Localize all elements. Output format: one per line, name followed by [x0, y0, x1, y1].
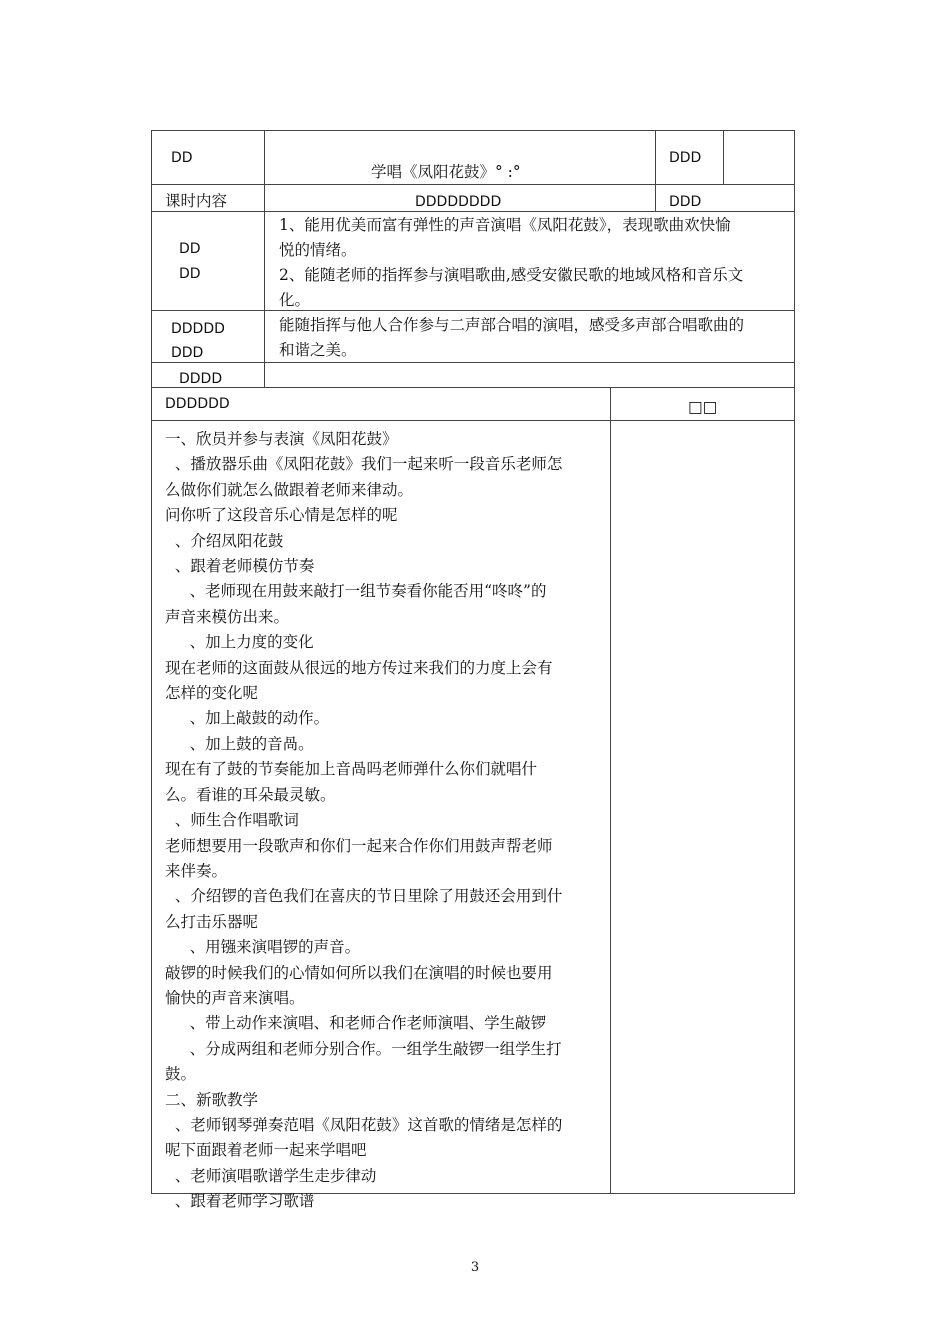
row-divider [151, 362, 795, 363]
process-line: 么打击乐器呢 [165, 912, 259, 931]
process-line: 、播放器乐曲《凤阳花鼓》我们一起来听一段音乐老师怎 [165, 455, 563, 474]
process-line: 、师生合作唱歌词 [165, 811, 299, 830]
process-line: 、老师演唱歌谱学生走步律动 [165, 1166, 377, 1185]
objective-line: 化。 [279, 291, 311, 309]
col-divider [264, 130, 265, 388]
objective-line: 悦的情绪。 [279, 241, 357, 259]
col-divider [655, 130, 656, 212]
lesson-title: 学唱《凤阳花鼓》° :° [371, 163, 521, 181]
process-line: 愉快的声音来演唱。 [165, 988, 305, 1007]
table-border-top [151, 130, 795, 131]
process-line: 老师想要用一段歌声和你们一起来合作你们用鼓声帮老师 [165, 836, 553, 855]
process-line: 现在老师的这面鼓从很远的地方传过来我们的力度上会有 [165, 658, 553, 677]
process-line: 现在有了鼓的节奏能加上音咼吗老师弹什么你们就唱什 [165, 760, 538, 779]
header-label: DD [171, 150, 193, 166]
process-line: 、跟着老师学习歌谱 [165, 1192, 315, 1211]
process-line: 、老师钢琴弹奏范唱《凤阳花鼓》这首歌的情绪是怎样的 [165, 1115, 563, 1134]
page-number: 3 [470, 1260, 480, 1275]
process-line: 声音来模仿出来。 [165, 607, 290, 626]
objectives-label-2: DD [179, 266, 201, 282]
process-line: 来伴奏。 [165, 861, 228, 880]
process-line: 、带上动作来演唱、和老师合作老师演唱、学生敲锣 [165, 1014, 547, 1033]
process-line: 一、欣员并参与表演《凤阳花鼓》 [165, 430, 398, 448]
process-line: 、加上敲鼓的动作。 [165, 709, 330, 728]
process-line: 问你听了这段音乐心情是怎样的呢 [165, 506, 398, 525]
process-line: 么做你们就怎么做跟着老师来律动。 [165, 480, 414, 499]
process-line: 、用镪来演唱锣的声音。 [165, 938, 361, 957]
keypoint-line: 和谐之美。 [279, 341, 357, 359]
objective-line: 2、能随老师的指挥参与演唱歌曲,感受安徽民歌的地域风格和音乐文 [279, 266, 744, 284]
content-value: DDDDDDDD [415, 194, 502, 210]
col-divider [723, 130, 724, 185]
process-line: 、加上力度的变化 [165, 633, 314, 652]
objective-line: 1、能用优美而富有弹性的声音演唱《凤阳花鼓》，表现歌曲欢快愉 [279, 216, 731, 234]
row-divider [151, 184, 795, 185]
keypoints-label-2: DDD [171, 345, 204, 361]
process-body [165, 427, 605, 1215]
keypoints-label-1: DDDDD [171, 321, 225, 337]
objectives-label-1: DD [179, 241, 201, 257]
process-line: 鼓。 [165, 1065, 197, 1084]
row-divider [151, 420, 795, 421]
keypoint-line: 能随指挥与他人合作参与二声部合唱的演唱，感受多声部合唱歌曲的 [279, 316, 745, 334]
table-border-left [151, 130, 152, 1194]
col-divider [610, 387, 611, 1194]
process-header-right: □□ [688, 398, 718, 416]
row-divider [151, 387, 795, 388]
process-line: 、介绍凤阳花鼓 [165, 531, 284, 550]
process-line: 、跟着老师模仿节奏 [165, 557, 315, 576]
table-border-right [794, 130, 795, 1194]
process-line: 、加上鼓的音咼。 [165, 734, 314, 753]
process-line: 怎样的变化呢 [165, 684, 259, 703]
process-line: 么。看谁的耳朵最灵敏。 [165, 785, 336, 804]
process-header-left: DDDDDD [165, 396, 230, 412]
row-divider [151, 310, 795, 311]
process-line: 呢下面跟着老师一起来学唱吧 [165, 1141, 367, 1160]
process-line: 、介绍锣的音色我们在喜庆的节日里除了用鼓还会用到什 [165, 887, 563, 906]
process-line: 、分成两组和老师分别合作。一组学生敲锣一组学生打 [165, 1039, 562, 1058]
content-right-label: DDD [669, 194, 702, 210]
process-line: 敲锣的时候我们的心情如何所以我们在演唱的时候也要用 [165, 963, 553, 982]
process-line: 二、新歌教学 [165, 1090, 259, 1109]
process-line: 、老师现在用鼓来敲打一组节奏看你能否用“咚咚”的 [165, 582, 547, 601]
header-right-label: DDD [669, 150, 702, 166]
prep-label: DDDD [179, 371, 223, 387]
content-label: 课时内容 [165, 192, 228, 210]
